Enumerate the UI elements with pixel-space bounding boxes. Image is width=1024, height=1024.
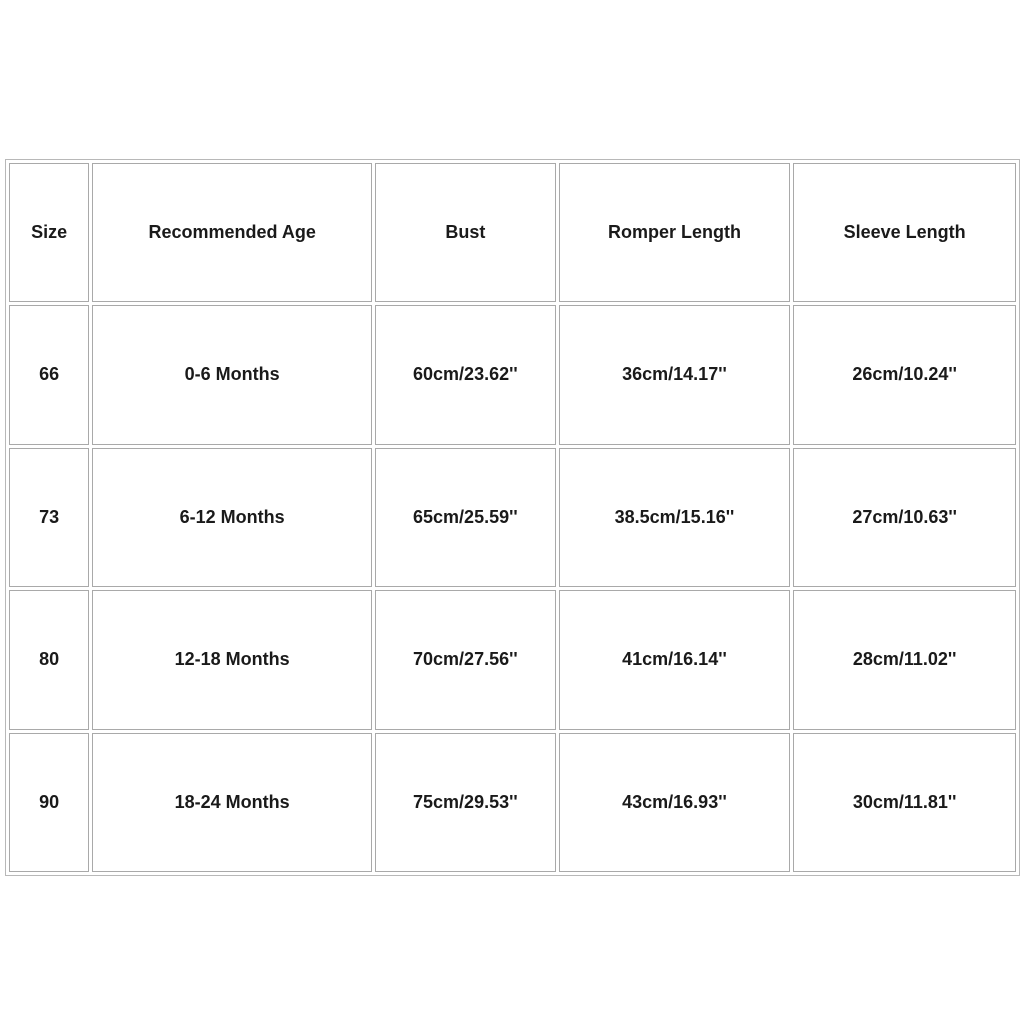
cell-size: 90 [9,733,89,873]
cell-romper-length: 38.5cm/15.16'' [559,448,791,588]
table-row [9,448,1016,588]
header-size: Size [9,163,89,302]
header-bust: Bust [375,163,556,302]
table-header-row [9,163,1016,302]
cell-recommended-age: 0-6 Months [92,305,372,445]
cell-size: 73 [9,448,89,588]
header-romper-length: Romper Length [559,163,791,302]
cell-bust: 65cm/25.59'' [375,448,556,588]
cell-sleeve-length: 27cm/10.63'' [793,448,1016,588]
cell-size: 80 [9,590,89,730]
table-row [9,590,1016,730]
cell-romper-length: 36cm/14.17'' [559,305,791,445]
cell-sleeve-length: 26cm/10.24'' [793,305,1016,445]
cell-romper-length: 43cm/16.93'' [559,733,791,873]
header-sleeve-length: Sleeve Length [793,163,1016,302]
table-row [9,305,1016,445]
cell-bust: 60cm/23.62'' [375,305,556,445]
size-chart-table [5,159,1020,876]
cell-bust: 70cm/27.56'' [375,590,556,730]
header-recommended-age: Recommended Age [92,163,372,302]
cell-bust: 75cm/29.53'' [375,733,556,873]
cell-size: 66 [9,305,89,445]
cell-recommended-age: 12-18 Months [92,590,372,730]
table-row [9,733,1016,873]
cell-recommended-age: 6-12 Months [92,448,372,588]
cell-sleeve-length: 28cm/11.02'' [793,590,1016,730]
cell-recommended-age: 18-24 Months [92,733,372,873]
cell-sleeve-length: 30cm/11.81'' [793,733,1016,873]
cell-romper-length: 41cm/16.14'' [559,590,791,730]
